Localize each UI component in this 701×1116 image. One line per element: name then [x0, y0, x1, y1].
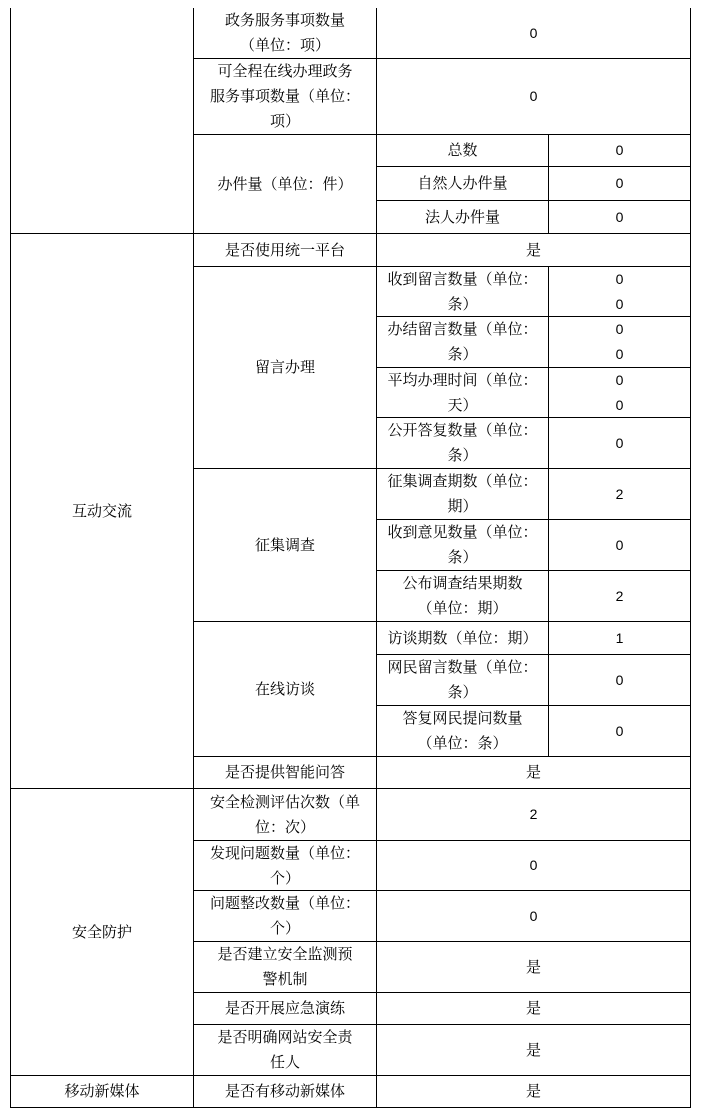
has-new-media-label: 是否有移动新媒体 [224, 1082, 345, 1100]
interview-periods-value: 1 [615, 629, 624, 646]
emergency-drills-label: 是否开展应急演练 [224, 999, 345, 1017]
answered-questions-value: 0 [615, 722, 624, 739]
natural-person-label: 自然人办件量 [417, 174, 508, 192]
warning-mechanism-label: 是否建立安全监测预 警机制 [217, 945, 353, 988]
legal-person-value: 0 [615, 208, 624, 225]
results-published-label: 公布调查结果期数 （单位：期） [402, 574, 523, 617]
service-items-count-label: 政务服务事项数量 （单位：项） [224, 11, 345, 54]
handling-volume-label: 办件量（单位：件） [217, 174, 353, 193]
results-published-value: 2 [615, 587, 624, 604]
survey-periods-label: 征集调查期数（单位： 期） [387, 472, 538, 515]
opinions-received-value: 0 [615, 536, 624, 553]
answered-questions-label: 答复网民提问数量 （单位：条） [402, 709, 523, 752]
concluded-messages-value-1: 0 [615, 321, 624, 337]
responsible-person-value: 是 [525, 1040, 541, 1059]
avg-time-value-2: 0 [615, 396, 624, 413]
smart-qa-value: 是 [525, 763, 541, 781]
assessments-value: 2 [529, 806, 538, 822]
received-messages-label: 收到留言数量（单位： 条） [387, 269, 538, 313]
online-items-count-label: 可全程在线办理政务 服务事项数量（单位： 项） [209, 62, 360, 130]
service-items-count-value: 0 [529, 24, 538, 41]
public-replies-value: 0 [615, 434, 624, 451]
emergency-drills-value: 是 [525, 999, 541, 1017]
concluded-messages-value-2: 0 [615, 346, 624, 362]
online-items-count-value: 0 [529, 88, 538, 104]
opinions-received-label: 收到意见数量（单位： 条） [387, 523, 538, 566]
received-messages-value-1: 0 [615, 270, 624, 287]
new-media-section-label: 移动新媒体 [64, 1082, 140, 1100]
public-replies-label: 公开答复数量（单位： 条） [387, 421, 538, 464]
received-messages-values [549, 267, 690, 316]
message-handling-label: 留言办理 [254, 358, 315, 376]
interview-periods-label: 访谈期数（单位：期） [387, 628, 538, 647]
natural-person-value: 0 [615, 175, 624, 191]
security-section-label: 安全防护 [71, 922, 132, 941]
smart-qa-label: 是否提供智能问答 [224, 763, 345, 781]
concluded-messages-values [549, 317, 690, 367]
problems-fixed-value: 0 [529, 907, 538, 924]
avg-time-label: 平均办理时间（单位： 天） [387, 370, 538, 414]
problems-found-label: 发现问题数量（单位： 个） [209, 843, 360, 887]
problems-fixed-label: 问题整改数量（单位： 个） [209, 894, 360, 937]
netizen-messages-value: 0 [615, 671, 624, 688]
survey-periods-value: 2 [615, 485, 624, 502]
avg-time-values [549, 368, 690, 417]
problems-found-value: 0 [529, 857, 538, 873]
handling-total-label: 总数 [447, 141, 478, 159]
concluded-messages-label: 办结留言数量（单位： 条） [387, 320, 538, 363]
warning-mechanism-value: 是 [525, 957, 541, 976]
legal-person-label: 法人办件量 [424, 207, 500, 226]
unified-platform-label: 是否使用统一平台 [224, 240, 345, 259]
avg-time-value-1: 0 [615, 371, 624, 388]
has-new-media-value: 是 [525, 1082, 541, 1100]
assessments-label: 安全检测评估次数（单 位：次） [209, 792, 360, 836]
responsible-person-label: 是否明确网站安全责 任人 [217, 1028, 353, 1071]
survey-label: 征集调查 [254, 535, 315, 554]
handling-total-value: 0 [615, 142, 624, 158]
netizen-messages-label: 网民留言数量（单位： 条） [387, 658, 538, 701]
online-interview-label: 在线访谈 [254, 679, 315, 698]
interaction-section-label: 互动交流 [71, 501, 132, 520]
received-messages-value-2: 0 [615, 295, 624, 312]
unified-platform-value: 是 [525, 240, 541, 259]
